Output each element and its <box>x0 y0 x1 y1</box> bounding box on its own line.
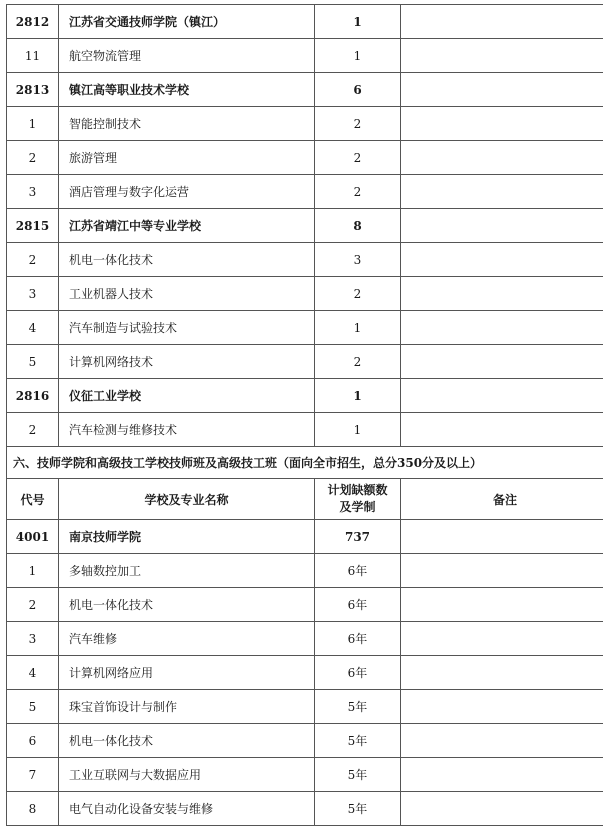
row-code: 5 <box>7 345 59 379</box>
row-code: 4 <box>7 656 59 690</box>
row-name: 计算机网络技术 <box>59 345 315 379</box>
row-plan: 5年 <box>315 792 401 826</box>
table-body-top <box>7 5 603 447</box>
row-name: 多轴数控加工 <box>59 554 315 588</box>
major-row <box>7 243 603 277</box>
row-plan: 2 <box>315 175 401 209</box>
header-row <box>7 479 603 520</box>
admission-plan-table <box>6 4 603 826</box>
row-plan: 6年 <box>315 588 401 622</box>
row-remark <box>401 141 603 175</box>
row-code: 1 <box>7 554 59 588</box>
header-name: 学校及专业名称 <box>59 479 315 520</box>
row-remark <box>401 311 603 345</box>
school-row <box>7 379 603 413</box>
row-name: 机电一体化技术 <box>59 588 315 622</box>
major-row <box>7 345 603 379</box>
row-remark <box>401 39 603 73</box>
row-code: 6 <box>7 724 59 758</box>
row-code: 1 <box>7 107 59 141</box>
row-name: 镇江高等职业技术学校 <box>59 73 315 107</box>
major-row <box>7 141 603 175</box>
row-plan: 2 <box>315 345 401 379</box>
table-body-bottom <box>7 520 603 826</box>
school-row <box>7 520 603 554</box>
row-plan: 2 <box>315 141 401 175</box>
row-remark <box>401 554 603 588</box>
row-name: 智能控制技术 <box>59 107 315 141</box>
row-code: 2812 <box>7 5 59 39</box>
row-code: 2 <box>7 588 59 622</box>
row-remark <box>401 656 603 690</box>
major-row <box>7 107 603 141</box>
row-remark <box>401 209 603 243</box>
section-block <box>7 447 603 520</box>
row-code: 3 <box>7 175 59 209</box>
major-row <box>7 622 603 656</box>
major-row <box>7 175 603 209</box>
row-code: 2815 <box>7 209 59 243</box>
row-remark <box>401 345 603 379</box>
major-row <box>7 724 603 758</box>
row-code: 8 <box>7 792 59 826</box>
major-row <box>7 656 603 690</box>
row-name: 航空物流管理 <box>59 39 315 73</box>
row-plan: 1 <box>315 5 401 39</box>
row-name: 汽车制造与试验技术 <box>59 311 315 345</box>
row-remark <box>401 690 603 724</box>
section-row <box>7 447 603 479</box>
row-plan: 2 <box>315 277 401 311</box>
header-quota <box>315 479 401 520</box>
row-name: 汽车检测与维修技术 <box>59 413 315 447</box>
row-plan: 6年 <box>315 622 401 656</box>
header-quota-line1: 计划缺额数 <box>315 482 400 499</box>
row-code: 7 <box>7 758 59 792</box>
header-code: 代号 <box>7 479 59 520</box>
row-plan: 6年 <box>315 656 401 690</box>
row-code: 2 <box>7 243 59 277</box>
row-plan: 1 <box>315 379 401 413</box>
row-name: 仪征工业学校 <box>59 379 315 413</box>
row-name: 汽车维修 <box>59 622 315 656</box>
row-remark <box>401 758 603 792</box>
row-name: 工业机器人技术 <box>59 277 315 311</box>
row-remark <box>401 277 603 311</box>
row-remark <box>401 413 603 447</box>
major-row <box>7 588 603 622</box>
major-row <box>7 311 603 345</box>
row-code: 2813 <box>7 73 59 107</box>
row-name: 江苏省交通技师学院（镇江） <box>59 5 315 39</box>
row-remark <box>401 622 603 656</box>
row-code: 5 <box>7 690 59 724</box>
row-remark <box>401 520 603 554</box>
row-plan: 5年 <box>315 690 401 724</box>
row-name: 旅游管理 <box>59 141 315 175</box>
row-remark <box>401 5 603 39</box>
major-row <box>7 39 603 73</box>
major-row <box>7 792 603 826</box>
row-code: 2816 <box>7 379 59 413</box>
section-title: 六、技师学院和高级技工学校技师班及高级技工班（面向全市招生，总分350分及以上） <box>7 447 603 479</box>
major-row <box>7 277 603 311</box>
row-name: 机电一体化技术 <box>59 243 315 277</box>
major-row <box>7 554 603 588</box>
row-plan: 1 <box>315 311 401 345</box>
school-row <box>7 5 603 39</box>
row-remark <box>401 792 603 826</box>
row-remark <box>401 243 603 277</box>
school-row <box>7 209 603 243</box>
row-code: 2 <box>7 141 59 175</box>
major-row <box>7 690 603 724</box>
row-remark <box>401 379 603 413</box>
header-remark: 备注 <box>401 479 603 520</box>
row-name: 机电一体化技术 <box>59 724 315 758</box>
row-remark <box>401 73 603 107</box>
row-code: 4 <box>7 311 59 345</box>
row-remark <box>401 724 603 758</box>
row-remark <box>401 588 603 622</box>
row-code: 2 <box>7 413 59 447</box>
row-name: 酒店管理与数字化运营 <box>59 175 315 209</box>
major-row <box>7 413 603 447</box>
major-row <box>7 758 603 792</box>
row-code: 3 <box>7 622 59 656</box>
row-plan: 6 <box>315 73 401 107</box>
row-name: 工业互联网与大数据应用 <box>59 758 315 792</box>
header-quota-line2: 及学制 <box>315 499 400 516</box>
row-plan: 1 <box>315 413 401 447</box>
row-remark <box>401 107 603 141</box>
row-name: 电气自动化设备安装与维修 <box>59 792 315 826</box>
row-name: 江苏省靖江中等专业学校 <box>59 209 315 243</box>
row-name: 珠宝首饰设计与制作 <box>59 690 315 724</box>
row-name: 计算机网络应用 <box>59 656 315 690</box>
row-remark <box>401 175 603 209</box>
row-code: 4001 <box>7 520 59 554</box>
row-plan: 5年 <box>315 758 401 792</box>
row-plan: 8 <box>315 209 401 243</box>
row-plan: 3 <box>315 243 401 277</box>
row-name: 南京技师学院 <box>59 520 315 554</box>
row-plan: 6年 <box>315 554 401 588</box>
row-plan: 5年 <box>315 724 401 758</box>
row-code: 11 <box>7 39 59 73</box>
row-plan: 737 <box>315 520 401 554</box>
school-row <box>7 73 603 107</box>
row-plan: 2 <box>315 107 401 141</box>
row-plan: 1 <box>315 39 401 73</box>
row-code: 3 <box>7 277 59 311</box>
